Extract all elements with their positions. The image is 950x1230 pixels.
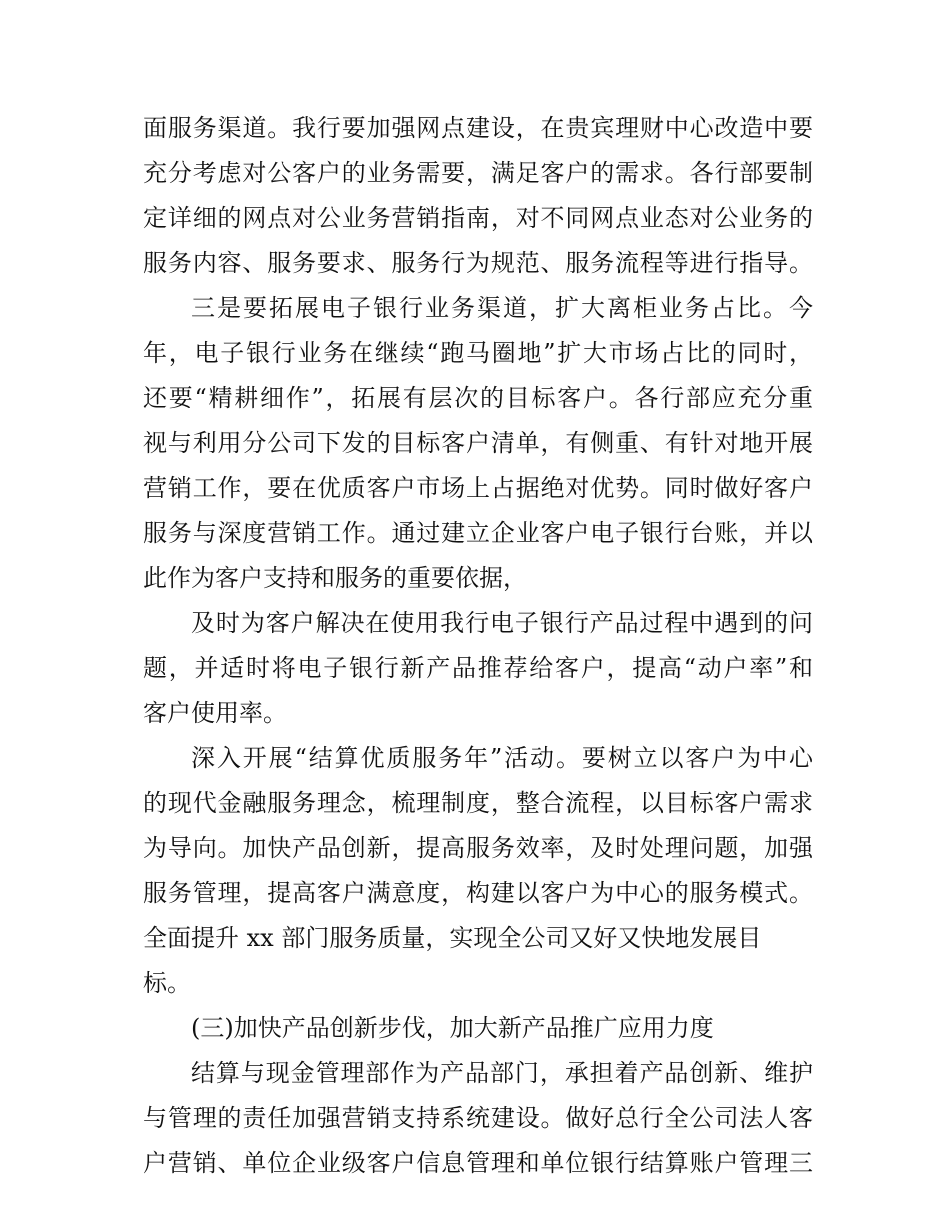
text-line: 服务与深度营销工作。通过建立企业客户电子银行台账，并以 — [143, 519, 813, 547]
paragraph-first-line: 结算与现金管理部作为产品部门，承担着产品创新、维护 — [191, 1059, 813, 1087]
text-line: 充分考虑对公客户的业务需要，满足客户的需求。各行部要制 — [143, 159, 813, 187]
text-line: 服务管理，提高客户满意度，构建以客户为中心的服务模式。 — [143, 879, 813, 907]
text-line: 全面提升 xx 部门服务质量，实现全公司又好又快地发展目 — [143, 924, 762, 952]
paragraph-last-line: 标。 — [143, 969, 191, 997]
text-line: 营销工作，要在优质客户市场上占据绝对优势。同时做好客户 — [143, 474, 813, 502]
text-line: 服务内容、服务要求、服务行为规范、服务流程等进行指导。 — [143, 249, 813, 277]
text-line: 的现代金融服务理念，梳理制度，整合流程，以目标客户需求 — [143, 789, 813, 817]
paragraph-first-line: 及时为客户解决在使用我行电子银行产品过程中遇到的问 — [191, 609, 813, 637]
text-line: 面服务渠道。我行要加强网点建设，在贵宾理财中心改造中要 — [143, 114, 813, 142]
text-line: 为导向。加快产品创新，提高服务效率，及时处理问题，加强 — [143, 834, 813, 862]
section-heading: (三)加快产品创新步伐，加大新产品推广应用力度 — [191, 1014, 714, 1042]
text-line: 户营销、单位企业级客户信息管理和单位银行结算账户管理三 — [143, 1149, 813, 1177]
paragraph-first-line: 三是要拓展电子银行业务渠道，扩大离柜业务占比。今 — [191, 294, 813, 322]
document-body — [143, 106, 813, 1186]
paragraph-first-line: 深入开展“结算优质服务年”活动。要树立以客户为中心 — [191, 744, 813, 772]
text-line: 视与利用分公司下发的目标客户清单，有侧重、有针对地开展 — [143, 429, 813, 457]
paragraph-last-line: 客户使用率。 — [143, 699, 287, 727]
paragraph-last-line: 此作为客户支持和服务的重要依据， — [143, 564, 527, 592]
text-line: 与管理的责任加强营销支持系统建设。做好总行全公司法人客 — [143, 1104, 813, 1132]
text-line: 年，电子银行业务在继续“跑马圈地”扩大市场占比的同时， — [143, 339, 813, 367]
text-line: 还要“精耕细作”，拓展有层次的目标客户。各行部应充分重 — [143, 384, 813, 412]
text-line: 题，并适时将电子银行新产品推荐给客户，提高“动户率”和 — [143, 654, 813, 682]
text-line: 定详细的网点对公业务营销指南，对不同网点业态对公业务的 — [143, 204, 813, 232]
